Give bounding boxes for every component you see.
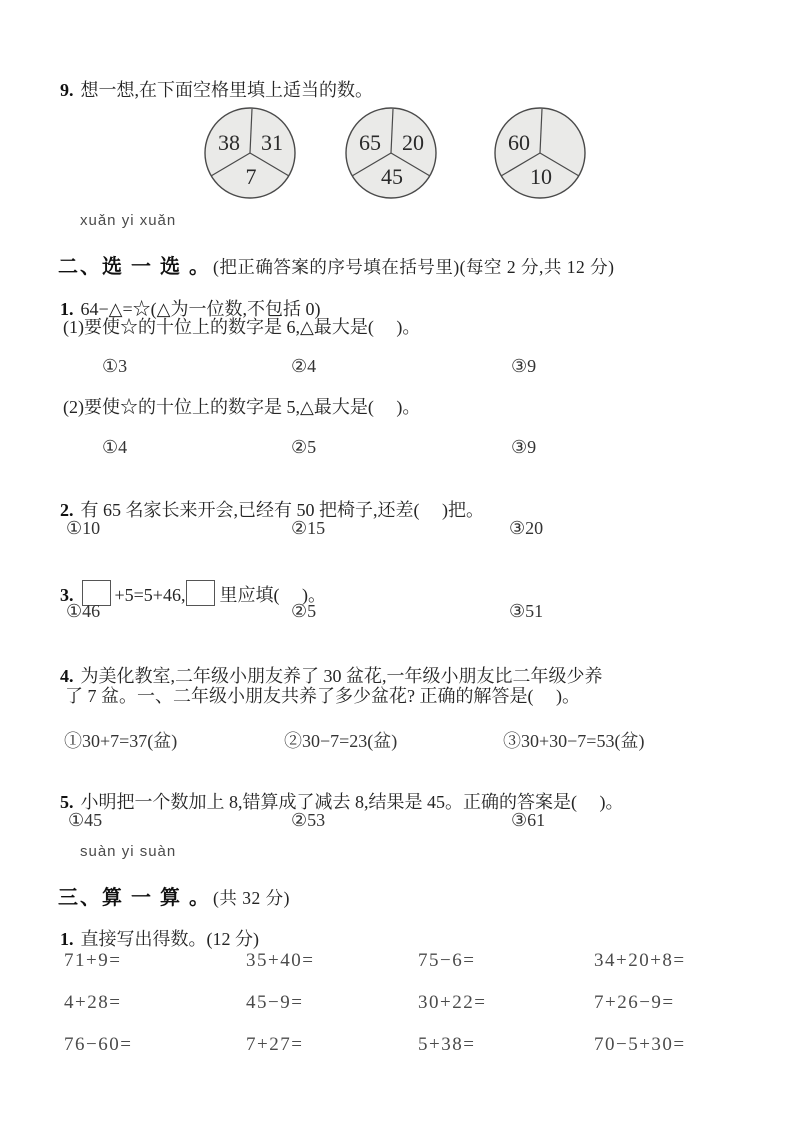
option-q1s2-1: ①4 (102, 437, 128, 457)
question-3-end-text: 里应填( )。 (219, 584, 326, 605)
option-q1s2-2: ②5 (291, 437, 317, 457)
calc-problem: 75−6= (418, 950, 476, 971)
calc-problem: 76−60= (64, 1034, 133, 1055)
calc-problem: 35+40= (246, 950, 315, 971)
option-q4-1: ①30+7=37(盆) (64, 731, 178, 751)
question-1-text: 64−△=☆(△为一位数,不包括 0) (80, 298, 321, 319)
section-2-pinyin: xuǎn yi xuǎn (80, 212, 177, 229)
section-2-title: 二、选 一 选 。 (58, 255, 211, 278)
question-5-number: 5. (60, 791, 74, 812)
option-q3-3: ③51 (509, 601, 544, 621)
question-1-sub-1: (1)要使☆的十位上的数字是 6,△最大是( )。 (63, 317, 421, 337)
option-q4-2: ②30−7=23(盆) (284, 731, 398, 751)
option-q1s1-1: ①3 (102, 356, 128, 376)
option-q4-3: ③30+30−7=53(盆) (503, 731, 645, 751)
option-q2-1: ①10 (66, 518, 101, 538)
calc-instruction-text: 直接写出得数。(12 分) (80, 928, 259, 949)
circle-3-bottom-value: 10 (530, 164, 552, 189)
number-circles-figure (0, 104, 793, 208)
section-3-title: 三、算 一 算 。 (58, 886, 211, 909)
calc-problem: 4+28= (64, 992, 122, 1013)
option-q1s1-2: ②4 (291, 356, 317, 376)
calc-problem: 7+26−9= (594, 992, 675, 1013)
circle-1-right-value: 31 (261, 130, 283, 155)
calc-problem: 30+22= (418, 992, 487, 1013)
question-1-sub-2: (2)要使☆的十位上的数字是 5,△最大是( )。 (63, 397, 421, 417)
option-q2-3: ③20 (509, 518, 544, 538)
question-2-number: 2. (60, 499, 74, 520)
question-1-number: 1. (60, 298, 74, 319)
calc-problem: 71+9= (64, 950, 122, 971)
number-circle-2 (346, 108, 436, 198)
circle-3-left-value: 60 (508, 130, 530, 155)
number-circle-3 (495, 108, 585, 198)
calc-problem: 70−5+30= (594, 1034, 686, 1055)
calc-problem: 5+38= (418, 1034, 476, 1055)
question-2 (42, 478, 484, 543)
calc-problem: 34+20+8= (594, 950, 686, 971)
option-q5-3: ③61 (511, 810, 546, 830)
option-q5-1: ①45 (68, 810, 103, 830)
option-q3-2: ②5 (291, 601, 317, 621)
question-4-text-line-2: 了 7 盆。一、二年级小朋友共养了多少盆花? 正确的解答是( )。 (65, 686, 580, 706)
option-q3-1: ①46 (66, 601, 101, 621)
option-q1s1-3: ③9 (511, 356, 537, 376)
question-2-text: 有 65 名家长来开会,已经有 50 把椅子,还差( )把。 (80, 499, 484, 520)
circle-1-bottom-value: 7 (245, 164, 257, 189)
section-3-pinyin: suàn yi suàn (80, 843, 177, 860)
question-3-mid-text: +5=5+46, (114, 584, 186, 605)
question-3-number: 3. (60, 584, 74, 605)
calc-problem: 45−9= (246, 992, 304, 1013)
answer-box-2 (186, 580, 215, 606)
calc-problem: 7+27= (246, 1034, 304, 1055)
circle-1-left-value: 38 (218, 130, 240, 155)
calc-instruction-number: 1. (60, 928, 74, 949)
circle-2-left-value: 65 (359, 130, 381, 155)
question-4-number: 4. (60, 665, 74, 686)
question-5-text: 小明把一个数加上 8,错算成了减去 8,结果是 45。正确的答案是( )。 (80, 791, 624, 812)
question-9-text: 想一想,在下面空格里填上适当的数。 (80, 79, 373, 100)
option-q1s2-3: ③9 (511, 437, 537, 457)
number-circle-1 (205, 108, 295, 198)
section-2-note: (把正确答案的序号填在括号里)(每空 2 分,共 12 分) (213, 256, 615, 277)
option-q5-2: ②53 (291, 810, 326, 830)
section-3-note: (共 32 分) (213, 887, 290, 908)
question-9-number: 9. (60, 79, 74, 100)
option-q2-2: ②15 (291, 518, 326, 538)
question-4-text-line-1: 为美化教室,二年级小朋友养了 30 盆花,一年级小朋友比二年级少养 (80, 665, 603, 686)
circle-2-right-value: 20 (402, 130, 424, 155)
circle-2-bottom-value: 45 (381, 164, 403, 189)
